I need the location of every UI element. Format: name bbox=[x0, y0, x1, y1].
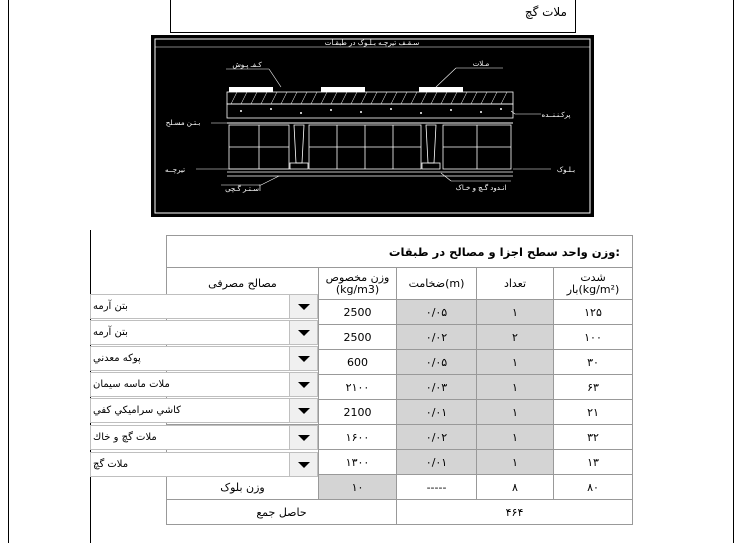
header-count: تعداد bbox=[477, 268, 554, 300]
intensity-cell: ۱۳ bbox=[554, 450, 633, 475]
thickness-cell: ۰/۰۲ bbox=[397, 425, 477, 450]
label-plaster: انـدود گـچ و خـاک bbox=[455, 184, 507, 192]
count-cell: ۲ bbox=[477, 325, 554, 350]
thickness-cell: ۰/۰۱ bbox=[397, 450, 477, 475]
material-dropdown-value: پوکه معدني bbox=[93, 353, 141, 364]
total-row bbox=[167, 500, 633, 525]
density-cell: ۱۳۰۰ bbox=[319, 450, 397, 475]
header-material: مصالح مصرفی bbox=[167, 268, 319, 300]
blocks bbox=[229, 125, 511, 169]
block-intensity-cell: ۸۰ bbox=[554, 475, 633, 500]
block-count-cell: ۸ bbox=[477, 475, 554, 500]
cover-strip-1 bbox=[229, 87, 273, 92]
density-cell: 2500 bbox=[319, 300, 397, 325]
header-intensity: شدت بار(kg/m²) bbox=[554, 268, 633, 300]
material-dropdown-value: ملات گچ bbox=[93, 459, 129, 470]
chevron-down-icon[interactable] bbox=[289, 321, 317, 344]
label-rebar-concrete: بـتـن مسـلح bbox=[165, 119, 201, 127]
material-dropdown-value: ملات گچ و خاك bbox=[93, 432, 157, 443]
total-value-cell: ۴۶۴ bbox=[397, 500, 633, 525]
density-cell: 600 bbox=[319, 350, 397, 375]
label-mortar: مـلات bbox=[472, 60, 490, 68]
intensity-cell: ۱۲۵ bbox=[554, 300, 633, 325]
chevron-down-icon[interactable] bbox=[289, 453, 317, 476]
chevron-down-icon[interactable] bbox=[289, 426, 317, 449]
chevron-down-icon[interactable] bbox=[289, 347, 317, 370]
material-dropdown-value: ملات ماسه سيمان bbox=[93, 379, 170, 390]
chevron-down-icon[interactable] bbox=[289, 373, 317, 396]
sheet-left-border bbox=[8, 0, 9, 543]
chevron-down-icon[interactable] bbox=[289, 399, 317, 422]
count-cell: ۱ bbox=[477, 425, 554, 450]
count-cell: ۱ bbox=[477, 350, 554, 375]
material-dropdown-value: بتن آرمه bbox=[93, 327, 128, 338]
chevron-down-icon[interactable] bbox=[289, 295, 317, 318]
filler-layer bbox=[227, 104, 513, 118]
thickness-cell: ۰/۰۵ bbox=[397, 300, 477, 325]
thickness-cell: ۰/۰۵ bbox=[397, 350, 477, 375]
block-material-cell: وزن بلوک bbox=[167, 475, 319, 500]
material-dropdown-value: كاشي سراميكي كفي bbox=[93, 405, 181, 416]
label-fill: پرکـنـنــده bbox=[541, 111, 571, 119]
filler-dots bbox=[240, 108, 502, 114]
material-dropdown-value: بتن آرمه bbox=[93, 301, 128, 312]
slab-section-svg bbox=[151, 35, 594, 217]
cover-strip-2 bbox=[321, 87, 365, 92]
thickness-cell: ۰/۰۳ bbox=[397, 375, 477, 400]
cover-strip-3 bbox=[419, 87, 463, 92]
leader-lines bbox=[196, 68, 551, 185]
material-dropdown[interactable] bbox=[90, 294, 318, 319]
total-label-cell: حاصل جمع bbox=[167, 500, 397, 525]
header-density: وزن مخصوص (kg/m3) bbox=[319, 268, 397, 300]
material-dropdown[interactable] bbox=[90, 425, 318, 450]
material-dropdown[interactable] bbox=[90, 372, 318, 397]
intensity-cell: ۱۰۰ bbox=[554, 325, 633, 350]
header-thickness: ضخامت(m) bbox=[397, 268, 477, 300]
label-block: بـلـوک bbox=[556, 166, 576, 174]
block-row bbox=[167, 475, 633, 500]
density-cell: 2500 bbox=[319, 325, 397, 350]
density-cell: ۱۶۰۰ bbox=[319, 425, 397, 450]
intensity-cell: ۶۳ bbox=[554, 375, 633, 400]
density-cell: ۲۱۰۰ bbox=[319, 375, 397, 400]
intensity-cell: ۲۱ bbox=[554, 400, 633, 425]
thickness-cell: ۰/۰۱ bbox=[397, 400, 477, 425]
drawing-title: سـقـف تیرچـه بـلـوک در طبقـات bbox=[324, 39, 420, 47]
density-cell: 2100 bbox=[319, 400, 397, 425]
block-density-cell: ۱۰ bbox=[319, 475, 397, 500]
table-title: وزن واحد سطح اجزا و مصالح در طبقات: bbox=[167, 236, 633, 268]
block-thickness-cell: ----- bbox=[397, 475, 477, 500]
sheet-right-border bbox=[733, 0, 734, 543]
label-joist: تیرچــه bbox=[164, 166, 186, 174]
mortar-hatch bbox=[231, 92, 507, 104]
slab-section-drawing bbox=[151, 35, 594, 217]
material-dropdown[interactable] bbox=[90, 452, 318, 477]
intensity-cell: ۳۰ bbox=[554, 350, 633, 375]
count-cell: ۱ bbox=[477, 450, 554, 475]
thickness-cell: ۰/۰۲ bbox=[397, 325, 477, 350]
top-cell-text: ملات گچ bbox=[524, 5, 567, 19]
material-dropdown[interactable] bbox=[90, 320, 318, 345]
count-cell: ۱ bbox=[477, 300, 554, 325]
material-dropdown[interactable] bbox=[90, 398, 318, 423]
material-dropdown[interactable] bbox=[90, 346, 318, 371]
intensity-cell: ۳۲ bbox=[554, 425, 633, 450]
drawing-frame bbox=[155, 39, 590, 213]
top-cell-box bbox=[170, 0, 576, 33]
mortar-layer bbox=[227, 92, 513, 104]
label-ceiling: آسـتـر گـچی bbox=[225, 185, 261, 193]
count-cell: ۱ bbox=[477, 400, 554, 425]
count-cell: ۱ bbox=[477, 375, 554, 400]
label-cover: کـفـ پـوش bbox=[232, 61, 262, 69]
